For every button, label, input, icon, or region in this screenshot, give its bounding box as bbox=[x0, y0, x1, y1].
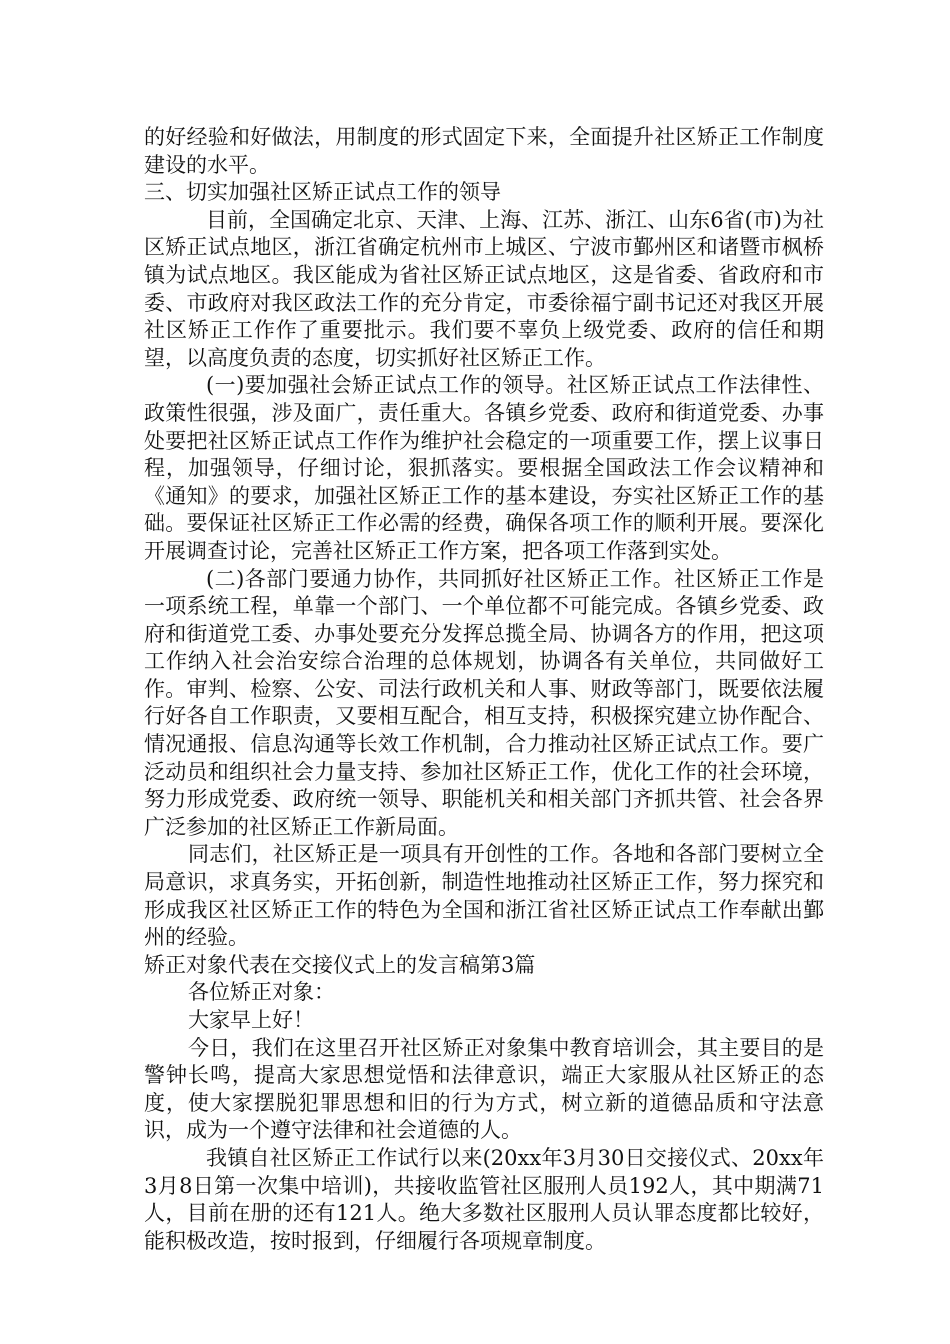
salutation: 各位矫正对象： bbox=[188, 980, 335, 1005]
paragraph-item-two: (二)各部门要通力协作，共同抓好社区矫正工作。社区矫正工作是一项系统工程，单靠一个部门、一个单位都不可能完成。各镇乡党委、政府和街道党工委、办事处要充分发挥总揽全局、协调各方的作用，把这项工作纳入社会治安综合治理的总体规划，协调各有关单位，共同做好工作。审判、检察、公安、司法行政机关和人事、财政等部门，既要依法履行好各自工作职责，又要相互配合，相互支持，积极探究建立协作配合、情况通报、信息沟通等长效工作机制，合力推动社区矫正试点工作。要广泛动员和组织社会力量支持、参加社区矫正工作，优化工作的社会环境，努力形成党委、政府统一领导、职能机关和相关部门齐抓共管、社会各界广泛参加的社区矫正工作新局面。 bbox=[144, 566, 824, 839]
paragraph-pilot-regions: 目前，全国确定北京、天津、上海、江苏、浙江、山东6省(市)为社区矫正试点地区，浙江省确定杭州市上城区、宁波市鄞州区和诸暨市枫桥镇为试点地区。我区能成为省社区矫正试点地区，这是省委、省政府和市委、市政府对我区政法工作的充分肯定，市委徐福宁副书记还对我区开展社区矫正工作作了重要批示。我们要不辜负上级党委、政府的信任和期望，以高度负责的态度，切实抓好社区矫正工作。 bbox=[144, 207, 824, 370]
paragraph-item-one: (一)要加强社会矫正试点工作的领导。社区矫正试点工作法律性、政策性很强，涉及面广，责任重大。各镇乡党委、政府和街道党委、办事处要把社区矫正试点工作作为维护社会稳定的一项重要工作，摆上议事日程，加强领导，仔细讨论，狠抓落实。要根据全国政法工作会议精神和《通知》的要求，加强社区矫正工作的基本建设，夯实社区矫正工作的基础。要保证社区矫正工作必需的经费，确保各项工作的顺利开展。要深化开展调查讨论，完善社区矫正工作方案，把各项工作落到实处。 bbox=[144, 373, 824, 563]
document-body bbox=[144, 124, 824, 1255]
paragraph-continuation: 的好经验和好做法，用制度的形式固定下来，全面提升社区矫正工作制度建设的水平。 bbox=[144, 125, 824, 177]
speech-title: 矫正对象代表在交接仪式上的发言稿第3篇 bbox=[144, 952, 536, 977]
paragraph-closing: 同志们，社区矫正是一项具有开创性的工作。各地和各部门要树立全局意识，求真务实，开拓创新，制造性地推动社区矫正工作，努力探究和形成我区社区矫正工作的特色为全国和浙江省社区矫正试点工作奉献出鄞州的经验。 bbox=[144, 842, 824, 950]
section-heading-three: 三、切实加强社区矫正试点工作的领导 bbox=[144, 180, 501, 205]
greeting: 大家早上好！ bbox=[188, 1008, 314, 1032]
paragraph-statistics: 我镇自社区矫正工作试行以来(20xx年3月30日交接仪式、20xx年3月8日第一次集中培训)，共接收监管社区服刑人员192人，其中期满71人，目前在册的还有121人。绝大多数社区服刑人员认罪态度都比较好，能积极改造，按时报到，仔细履行各项规章制度。 bbox=[144, 1145, 824, 1253]
paragraph-training-purpose: 今日，我们在这里召开社区矫正对象集中教育培训会，其主要目的是警钟长鸣，提高大家思想觉悟和法律意识，端正大家服从社区矫正的态度，使大家摆脱犯罪思想和旧的行为方式，树立新的道德品质和守法意识，成为一个遵守法律和社会道德的人。 bbox=[144, 1035, 824, 1143]
